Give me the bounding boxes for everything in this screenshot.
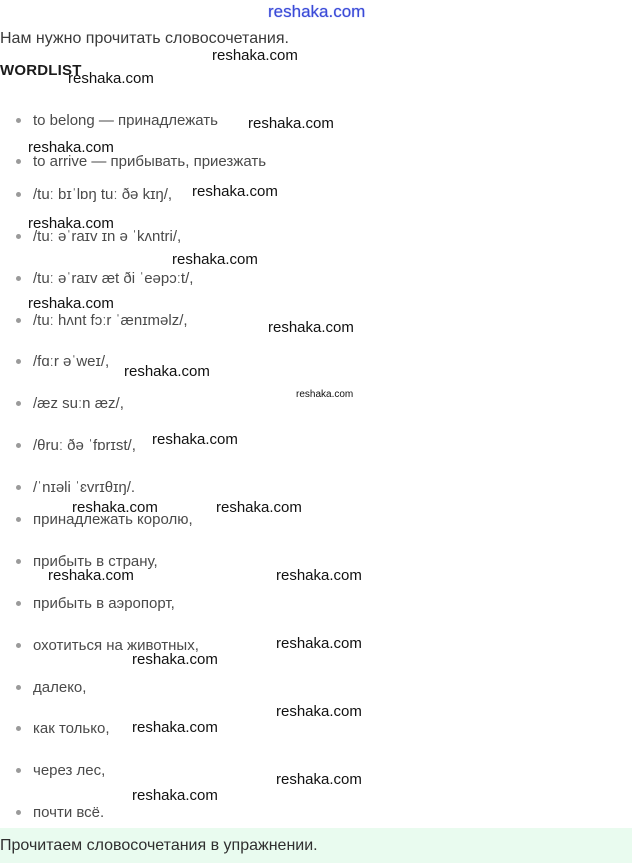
bullet-icon (16, 601, 21, 606)
bullet-icon (16, 276, 21, 281)
watermark: reshaka.com (216, 499, 302, 516)
watermark: reshaka.com (192, 183, 278, 200)
list-item-text: прибыть в аэропорт, (33, 595, 175, 612)
bullet-icon (16, 234, 21, 239)
list-item (16, 186, 172, 203)
list-item-text: /ˈnɪəli ˈɛvrɪθɪŋ/. (33, 479, 136, 496)
list-item (16, 479, 135, 496)
watermark: reshaka.com (124, 363, 210, 380)
bullet-icon (16, 559, 21, 564)
list-item-text: to belong — принадлежать (33, 112, 218, 129)
list-item (16, 437, 136, 454)
watermark: reshaka.com (276, 771, 362, 788)
footer-text: Прочитаем словосочетания в упражнении. (0, 837, 318, 854)
list-item-text: /æz suːn æz/, (33, 395, 124, 412)
watermark: reshaka.com (48, 567, 134, 584)
list-item-text: /tuː əˈraɪv æt ði ˈeəpɔːt/, (33, 270, 194, 287)
list-item (16, 679, 86, 696)
watermark: reshaka.com (212, 47, 298, 64)
list-item-text: принадлежать королю, (33, 511, 193, 528)
list-item-text: прибыть в страну, (33, 553, 158, 570)
list-item-text: как только, (33, 720, 110, 737)
list-item-text: через лес, (33, 762, 106, 779)
bullet-icon (16, 443, 21, 448)
bullet-icon (16, 159, 21, 164)
watermark: reshaka.com (296, 389, 354, 400)
list-item-text: /tuː hʌnt fɔːr ˈænɪməlz/, (33, 312, 188, 329)
list-item (16, 112, 218, 129)
top-watermark: reshaka.com (268, 2, 366, 21)
watermark: reshaka.com (132, 787, 218, 804)
watermark: reshaka.com (268, 319, 354, 336)
list-item (16, 312, 188, 329)
footer-banner (0, 828, 632, 863)
watermark: reshaka.com (28, 215, 114, 232)
list-item-text: охотиться на животных, (33, 637, 199, 654)
bullet-icon (16, 685, 21, 690)
list-item-text: /tuː əˈraɪv ɪn ə ˈkʌntri/, (33, 228, 182, 245)
list-item-text: /θruː ðə ˈfɒrɪst/, (33, 437, 136, 454)
list-item-text: /fɑːr əˈweɪ/, (33, 353, 110, 370)
list-item-text: to arrive — прибывать, приезжать (33, 153, 267, 170)
bullet-icon (16, 118, 21, 123)
list-item (16, 270, 193, 287)
watermark: reshaka.com (276, 567, 362, 584)
list-item-text: почти всё. (33, 804, 105, 821)
watermark: reshaka.com (132, 719, 218, 736)
bullet-icon (16, 768, 21, 773)
watermark: reshaka.com (68, 70, 154, 87)
list-item (16, 804, 104, 821)
bullet-icon (16, 485, 21, 490)
bullet-icon (16, 401, 21, 406)
list-item-text: далеко, (33, 679, 87, 696)
watermark: reshaka.com (72, 499, 158, 516)
bullet-icon (16, 726, 21, 731)
watermark: reshaka.com (28, 139, 114, 156)
watermark: reshaka.com (28, 295, 114, 312)
list-item (16, 353, 109, 370)
intro-text: Нам нужно прочитать словосочетания. (0, 30, 289, 47)
bullet-icon (16, 359, 21, 364)
wordlist-heading: WORDLIST (0, 62, 82, 79)
list-item-text: /tuː bɪˈlɒŋ tuː ðə kɪŋ/, (33, 186, 173, 203)
watermark: reshaka.com (276, 635, 362, 652)
watermark: reshaka.com (248, 115, 334, 132)
bullet-icon (16, 192, 21, 197)
watermark: reshaka.com (132, 651, 218, 668)
list-item (16, 395, 124, 412)
bullet-icon (16, 810, 21, 815)
list-item (16, 595, 175, 612)
watermark: reshaka.com (276, 703, 362, 720)
bullet-icon (16, 643, 21, 648)
bullet-icon (16, 318, 21, 323)
bullet-icon (16, 517, 21, 522)
list-item (16, 720, 110, 737)
list-item (16, 762, 105, 779)
watermark: reshaka.com (172, 251, 258, 268)
watermark: reshaka.com (152, 431, 238, 448)
